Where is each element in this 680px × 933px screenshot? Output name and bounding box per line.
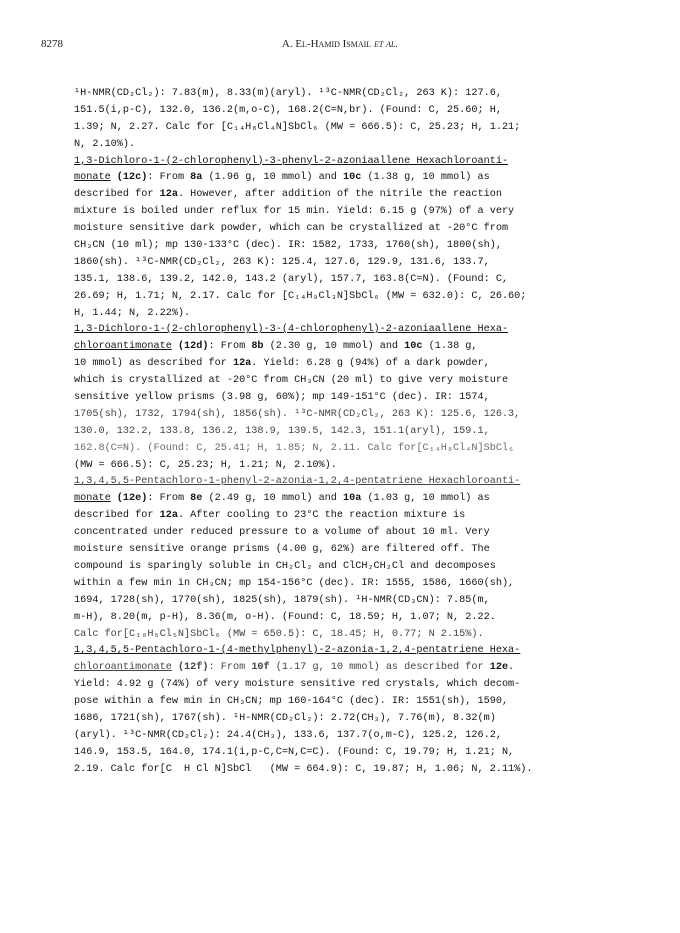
text-line bbox=[74, 373, 644, 390]
compound-ref: (12d) bbox=[171, 341, 209, 353]
text-run: (aryl). ¹³C-NMR(CD₂Cl₂): 24.4(CH₃), 133.6, 137.7(o,m-C), 125.2, 126.2, bbox=[74, 729, 502, 741]
compound-title: 1,3,4,5,5-Pentachloro-1-phenyl-2-azonia-1,2,4-pentatriene Hexachloroanti- bbox=[74, 476, 521, 488]
compound-ref: 12a bbox=[232, 358, 252, 370]
text-line bbox=[74, 762, 644, 779]
text-run: . bbox=[508, 662, 515, 674]
text-line bbox=[74, 86, 644, 103]
text-run: 1694, 1728(sh), 1770(sh), 1825(sh), 1879(sh). ¹H-NMR(CD₃CN): 7.85(m, bbox=[74, 594, 490, 606]
compound-title: monate bbox=[74, 172, 111, 184]
text-line bbox=[74, 187, 644, 204]
text-run: (1.96 g, 10 mmol) and bbox=[202, 172, 344, 184]
text-run: 1860(sh). ¹³C-NMR(CD₂Cl₂, 263 K): 125.4, 127.6, 129.9, 131.6, 133.7, bbox=[74, 256, 490, 268]
text-run: (2.49 g, 10 mmol) and bbox=[202, 493, 344, 505]
compound-title: 1,3,4,5,5-Pentachloro-1-(4-methylphenyl)-2-azonia-1,2,4-pentatriene Hexa- bbox=[74, 645, 521, 657]
text-line bbox=[74, 289, 644, 306]
text-run: 135.1, 138.6, 139.2, 142.0, 143.2 (aryl), 157.7, 163.8(C=N). (Found: C, bbox=[74, 273, 509, 285]
text-run: N, 2.10%). bbox=[74, 138, 136, 150]
text-run: 2.19. Calc for[C H Cl N]SbCl (MW = 664.9): C, 19.87; H, 1.06; N, 2.11%). bbox=[74, 763, 533, 775]
text-run: (1.17 g, 10 mmol) as described for bbox=[269, 662, 490, 674]
text-line bbox=[74, 120, 644, 137]
text-run: 26.69; H, 1.71; N, 2.17. Calc for [C₁₄H₉Cl₃N]SbCl₆ (MW = 632.0): C, 26.60; bbox=[74, 290, 527, 302]
text-line bbox=[74, 458, 644, 475]
text-line bbox=[74, 576, 644, 593]
compound-ref: 8e bbox=[190, 493, 203, 505]
text-run: 1.39; N, 2.27. Calc for [C₁₄H₈Cl₄N]SbCl₆ (MW = 666.5): C, 25.23; H, 1.21; bbox=[74, 121, 521, 133]
compound-ref: 10a bbox=[343, 493, 362, 505]
text-run: 146.9, 153.5, 164.0, 174.1(i,p-C,C=N,C=C). (Found: C, 19.79; H, 1.21; N, bbox=[74, 746, 515, 758]
text-line bbox=[74, 610, 644, 627]
text-line bbox=[74, 137, 644, 154]
text-line bbox=[74, 154, 644, 171]
text-line bbox=[74, 694, 644, 711]
compound-ref: (12e) bbox=[110, 493, 148, 505]
text-run: (1.03 g, 10 mmol) as bbox=[361, 493, 490, 505]
text-line bbox=[74, 627, 644, 644]
text-run: moisture sensitive orange prisms (4.00 g, 62%) are filtered off. The bbox=[74, 544, 490, 556]
text-run: (1.38 g, bbox=[422, 341, 478, 353]
text-run: ¹H-NMR(CD₂Cl₂): 7.83(m), 8.33(m)(aryl). ¹³C-NMR(CD₂Cl₂, 263 K): 127.6, bbox=[74, 88, 502, 99]
compound-ref: 10f bbox=[251, 662, 270, 674]
text-line bbox=[74, 356, 644, 373]
running-head-etal: et al. bbox=[373, 38, 399, 50]
text-line bbox=[74, 491, 644, 508]
text-run: . After cooling to 23°C the reaction mixture is bbox=[177, 510, 466, 522]
text-line bbox=[74, 441, 644, 458]
experimental-text bbox=[74, 86, 644, 779]
text-line bbox=[74, 474, 644, 491]
running-head bbox=[0, 38, 680, 50]
text-run: 1686, 1721(sh), 1767(sh). ¹H-NMR(CD₂Cl₂): 2.72(CH₃), 7.76(m), 8.32(m) bbox=[74, 712, 496, 724]
text-run: (MW = 666.5): C, 25.23; H, 1.21; N, 2.10%). bbox=[74, 459, 337, 471]
text-run: : From bbox=[147, 172, 191, 184]
text-line bbox=[74, 593, 644, 610]
running-head-authors: A. El-Hamid Ismail bbox=[281, 38, 372, 50]
text-run: sensitive yellow prisms (3.98 g, 60%); mp 149-151°C (dec). IR: 1574, bbox=[74, 392, 490, 404]
compound-title: chloroantimonate bbox=[74, 341, 172, 353]
text-run: mixture is boiled under reflux for 15 min. Yield: 6.15 g (97%) of a very bbox=[74, 206, 515, 218]
text-run: compound is sparingly soluble in CH₂Cl₂ and ClCH₂CH₂Cl and decomposes bbox=[74, 560, 496, 572]
text-run: Yield: 4.92 g (74%) of very moisture sensitive red crystals, which decom- bbox=[74, 679, 521, 691]
compound-ref: 12a bbox=[159, 510, 178, 522]
text-line bbox=[74, 204, 644, 221]
text-run: 130.0, 132.2, 133.8, 136.2, 138.9, 139.5, 142.3, 151.1(aryl), 159.1, bbox=[74, 425, 490, 437]
text-line bbox=[74, 407, 644, 424]
compound-ref: 8b bbox=[251, 341, 264, 353]
text-line bbox=[74, 728, 644, 745]
page-number: 8278 bbox=[41, 38, 63, 50]
text-line bbox=[74, 677, 644, 694]
text-run: : From bbox=[208, 341, 252, 353]
text-run: within a few min in CH₃CN; mp 154-156°C (dec). IR: 1555, 1586, 1660(sh), bbox=[74, 577, 515, 589]
text-line bbox=[74, 424, 644, 441]
text-run: . Yield: 6.28 g (94%) of a dark powder, bbox=[251, 358, 490, 370]
text-line bbox=[74, 390, 644, 407]
text-run: CH₃CN (10 ml); mp 130-133°C (dec). IR: 1582, 1733, 1760(sh), 1800(sh), bbox=[74, 240, 502, 252]
text-run: (2.30 g, 10 mmol) and bbox=[263, 341, 405, 353]
text-run: pose within a few min in CH₃CN; mp 160-164°C (dec). IR: 1551(sh), 1590, bbox=[74, 696, 509, 708]
text-line bbox=[74, 306, 644, 323]
text-run: moisture sensitive dark powder, which can be crystallized at -20°C from bbox=[74, 223, 509, 235]
text-line bbox=[74, 322, 644, 339]
text-run: concentrated under reduced pressure to a volume of about 10 ml. Very bbox=[74, 527, 490, 539]
compound-ref: (12f) bbox=[171, 662, 209, 674]
text-line bbox=[74, 711, 644, 728]
compound-title: chloroantimonate bbox=[74, 662, 172, 674]
text-run: : From bbox=[208, 662, 252, 674]
text-run: Calc for[C₁₀H₅Cl₅N]SbCl₆ (MW = 650.5): C, 18.45; H, 0.77; N 2.15%). bbox=[74, 628, 484, 640]
text-line bbox=[74, 238, 644, 255]
text-line bbox=[74, 103, 644, 120]
text-line bbox=[74, 339, 644, 356]
compound-title: 1,3-Dichloro-1-(2-chlorophenyl)-3-(4-chlorophenyl)-2-azoniaallene Hexa- bbox=[74, 324, 509, 336]
compound-title: monate bbox=[74, 493, 111, 505]
compound-ref: 12a bbox=[159, 189, 178, 201]
text-run: which is crystallized at -20°C from CH₃CN (20 ml) to give very moisture bbox=[74, 375, 509, 387]
text-run: . However, after addition of the nitrile the reaction bbox=[177, 189, 502, 201]
page-header bbox=[0, 38, 680, 58]
compound-ref: 12e bbox=[489, 662, 509, 674]
text-run: 10 mmol) as described for bbox=[74, 358, 233, 370]
compound-ref: 10c bbox=[404, 341, 423, 353]
text-line bbox=[74, 559, 644, 576]
text-run: 151.5(i,p-C), 132.0, 136.2(m,o-C), 168.2(C=N,br). (Found: C, 25.60; H, bbox=[74, 104, 502, 116]
text-run: : From bbox=[147, 493, 191, 505]
text-line bbox=[74, 272, 644, 289]
text-line bbox=[74, 525, 644, 542]
text-run: (1.38 g, 10 mmol) as bbox=[361, 172, 490, 184]
compound-ref: 10c bbox=[343, 172, 362, 184]
compound-title: 1,3-Dichloro-1-(2-chlorophenyl)-3-phenyl-2-azoniaallene Hexachloroanti- bbox=[74, 155, 509, 167]
text-line bbox=[74, 660, 644, 677]
text-line bbox=[74, 221, 644, 238]
text-line bbox=[74, 255, 644, 272]
text-line bbox=[74, 745, 644, 762]
text-line bbox=[74, 508, 644, 525]
text-run: described for bbox=[74, 510, 160, 522]
text-run: 162.8(C=N). (Found: C, 25.41; H, 1.85; N, 2.11. Calc for[C₁₄H₈Cl₄N]SbCl₆ bbox=[74, 442, 515, 454]
text-line bbox=[74, 542, 644, 559]
text-line bbox=[74, 170, 644, 187]
text-run: H, 1.44; N, 2.22%). bbox=[74, 307, 191, 319]
compound-ref: 8a bbox=[190, 172, 203, 184]
text-line bbox=[74, 643, 644, 660]
text-run: described for bbox=[74, 189, 160, 201]
text-run: 1705(sh), 1732, 1794(sh), 1856(sh). ¹³C-NMR(CD₂Cl₂, 263 K): 125.6, 126.3, bbox=[74, 408, 521, 420]
text-run: m-H), 8.20(m, p-H), 8.36(m, o-H). (Found: C, 18.59; H, 1.07; N, 2.22. bbox=[74, 611, 496, 623]
compound-ref: (12c) bbox=[110, 172, 148, 184]
